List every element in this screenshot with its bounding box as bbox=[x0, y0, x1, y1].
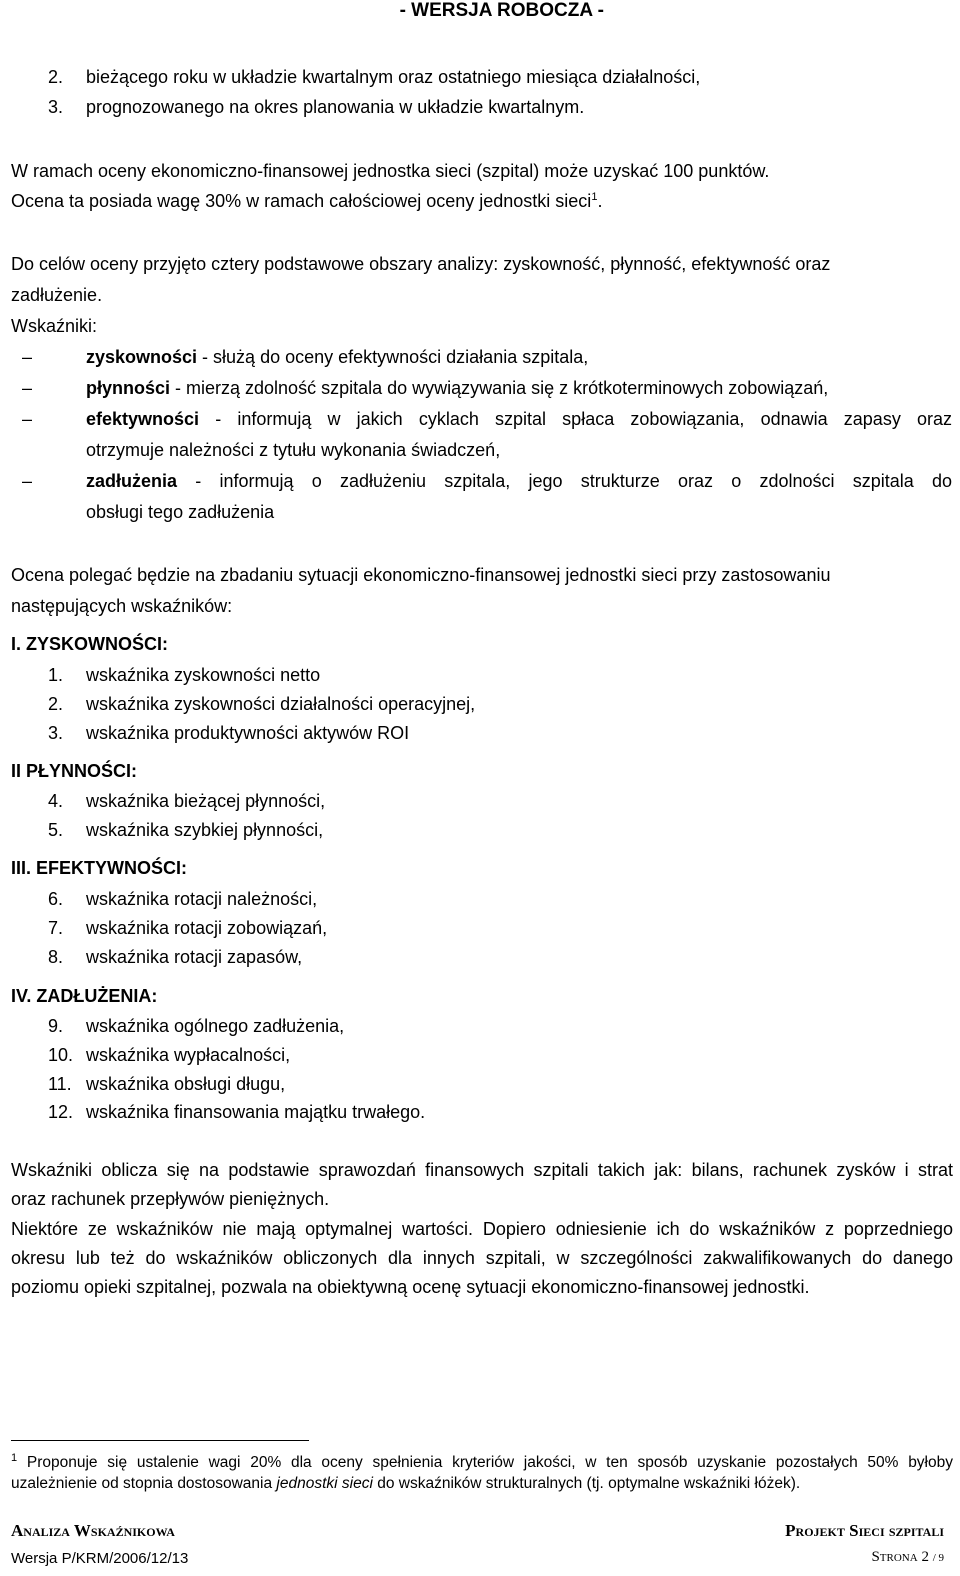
list-number: 6. bbox=[48, 889, 64, 909]
list-item: wskaźnika rotacji należności, bbox=[86, 889, 318, 909]
list-number: 10. bbox=[48, 1045, 74, 1065]
list-item: wskaźnika obsługi długu, bbox=[86, 1074, 286, 1094]
paragraph-line: zadłużenie. bbox=[11, 285, 103, 305]
list-item: prognozowanego na okres planowania w układzie kwartalnym. bbox=[86, 97, 585, 117]
bullet-item: zadłużenia - informują o zadłużeniu szpitala, jego strukturze oraz o zdolności szpitala do bbox=[86, 471, 952, 491]
section-heading: II PŁYNNOŚCI: bbox=[11, 761, 138, 781]
bullet-item: efektywności - informują w jakich cyklach szpital spłaca zobowiązania, odnawia zapasy oraz bbox=[86, 409, 952, 429]
bullet-item: zyskowności - służą do oceny efektywności działania szpitala, bbox=[86, 347, 589, 367]
paragraph-line: Wskaźniki oblicza się na podstawie sprawozdań finansowych szpitali takich jak: bilans, rachunek zysków i strat bbox=[11, 1160, 953, 1180]
footnote-line: uzależnienie od stopnia dostosowania jednostki sieci do wskaźników strukturalnych (tj. optymalne wskaźniki łóżek). bbox=[11, 1475, 801, 1492]
list-item: bieżącego roku w układzie kwartalnym oraz ostatniego miesiąca działalności, bbox=[86, 67, 701, 87]
draft-header: - WERSJA ROBOCZA - bbox=[399, 0, 604, 21]
list-item: wskaźnika ogólnego zadłużenia, bbox=[86, 1016, 345, 1036]
list-number: 4. bbox=[48, 791, 64, 811]
list-number: 2. bbox=[48, 694, 64, 714]
footer-doc-title: Analiza Wskaźnikowa bbox=[11, 1521, 175, 1540]
paragraph-line: W ramach oceny ekonomiczno-finansowej jednostka sieci (szpital) może uzyskać 100 punktów. bbox=[11, 161, 770, 181]
bullet-continuation: otrzymuje należności z tytułu wykonania świadczeń, bbox=[86, 440, 501, 460]
dash-bullet: – bbox=[22, 471, 33, 491]
list-number: 8. bbox=[48, 947, 64, 967]
list-number: 3. bbox=[48, 97, 64, 117]
bullet-continuation: obsługi tego zadłużenia bbox=[86, 502, 275, 522]
list-item: wskaźnika bieżącej płynności, bbox=[86, 791, 326, 811]
footnote-reference: 1 bbox=[591, 191, 598, 203]
list-item: wskaźnika finansowania majątku trwałego. bbox=[86, 1102, 426, 1122]
dash-bullet: – bbox=[22, 409, 33, 429]
list-number: 11. bbox=[48, 1074, 72, 1094]
paragraph-line: Niektóre ze wskaźników nie mają optymalnej wartości. Dopiero odniesienie ich do wskaźników z poprzedniego bbox=[11, 1219, 953, 1239]
paragraph-line: okresu lub też do wskaźników obliczonych dla innych szpitali, w szczególności zakwalifikowanych do danego bbox=[11, 1248, 953, 1268]
section-heading: I. ZYSKOWNOŚCI: bbox=[11, 634, 168, 654]
list-item: wskaźnika rotacji zapasów, bbox=[86, 947, 303, 967]
footnote-separator bbox=[11, 1440, 309, 1441]
footer-version: Wersja P/KRM/2006/12/13 bbox=[11, 1550, 189, 1567]
paragraph-line: oraz rachunek przepływów pieniężnych. bbox=[11, 1189, 330, 1209]
section-heading: III. EFEKTYWNOŚCI: bbox=[11, 858, 188, 878]
dash-bullet: – bbox=[22, 378, 33, 398]
paragraph-line: Do celów oceny przyjęto cztery podstawowe obszary analizy: zyskowność, płynność, efektywność oraz bbox=[11, 254, 831, 274]
list-item: wskaźnika szybkiej płynności, bbox=[86, 820, 324, 840]
list-number: 12. bbox=[48, 1102, 74, 1122]
section-heading: IV. ZADŁUŻENIA: bbox=[11, 986, 158, 1006]
list-item: wskaźnika rotacji zobowiązań, bbox=[86, 918, 328, 938]
footer-page-number: Strona 2 / 9 bbox=[871, 1549, 944, 1565]
list-number: 5. bbox=[48, 820, 64, 840]
list-number: 1. bbox=[48, 665, 64, 685]
paragraph-line: Ocena ta posiada wagę 30% w ramach całościowej oceny jednostki sieci$^1$. bbox=[11, 191, 603, 211]
footer-project-title: Projekt Sieci szpitali bbox=[785, 1521, 944, 1540]
footnote-line: $^1$ Proponuje się ustalenie wagi 20% dla oceny spełnienia kryteriów jakości, w ten sposób uzyskanie pozostałych 50% byłoby bbox=[11, 1451, 953, 1471]
dash-bullet: – bbox=[22, 347, 33, 367]
list-number: 3. bbox=[48, 723, 64, 743]
list-item: wskaźnika zyskowności netto bbox=[86, 665, 321, 685]
list-item: wskaźnika produktywności aktywów ROI bbox=[86, 723, 410, 743]
list-number: 9. bbox=[48, 1016, 64, 1036]
footnote-mark: 1 bbox=[11, 1451, 18, 1464]
bullet-item: płynności - mierzą zdolność szpitala do wywiązywania się z krótkoterminowych zobowiązań, bbox=[86, 378, 829, 398]
paragraph-line: Ocena polegać będzie na zbadaniu sytuacji ekonomiczno-finansowej jednostki sieci przy zastosowaniu bbox=[11, 565, 831, 585]
list-number: 7. bbox=[48, 918, 64, 938]
paragraph-line: następujących wskaźników: bbox=[11, 596, 233, 616]
list-item: wskaźnika wypłacalności, bbox=[86, 1045, 291, 1065]
list-number: 2. bbox=[48, 67, 64, 87]
list-item: wskaźnika zyskowności działalności operacyjnej, bbox=[86, 694, 476, 714]
indicators-label: Wskaźniki: bbox=[11, 316, 98, 336]
paragraph-line: poziomu opieki szpitalnej, pozwala na obiektywną ocenę sytuacji ekonomiczno-finansowej jednostki. bbox=[11, 1277, 810, 1297]
